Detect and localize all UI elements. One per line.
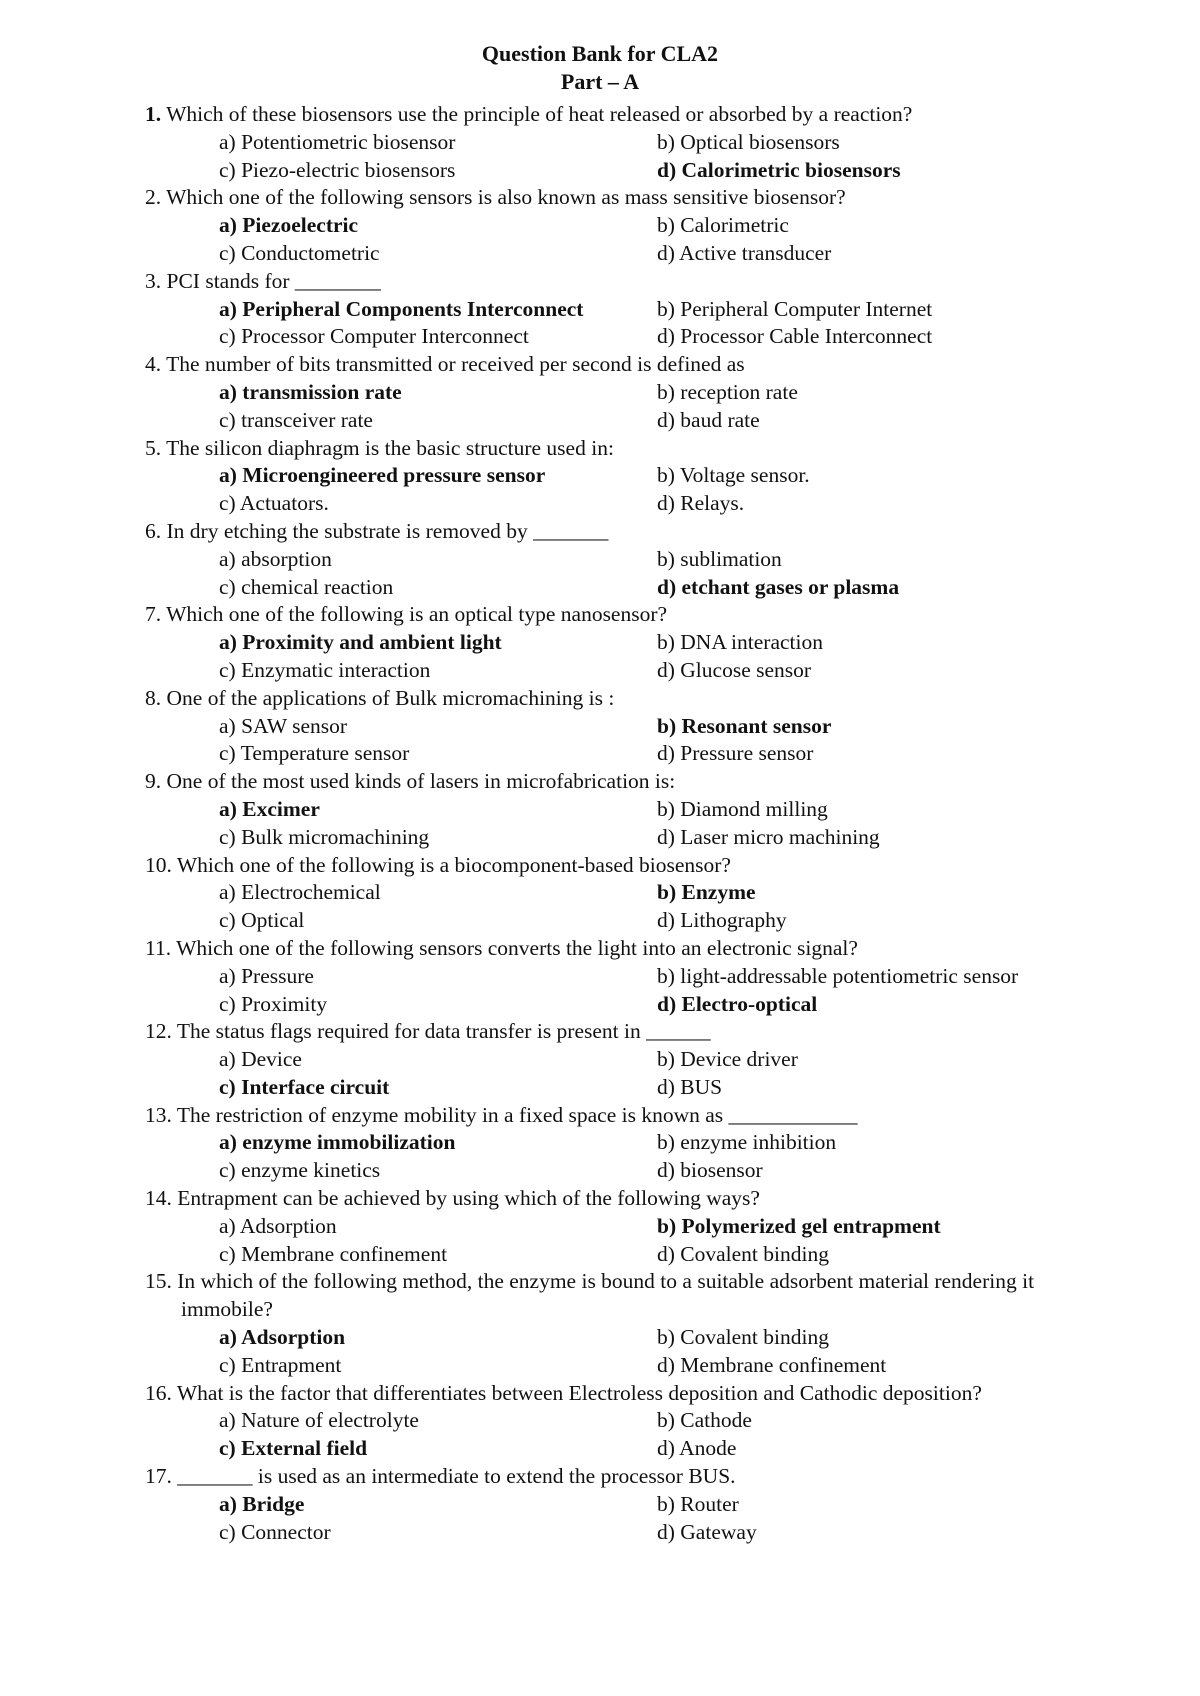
question-stem (145, 768, 1145, 796)
options-row (145, 157, 1145, 185)
question-item (145, 935, 1145, 1018)
options-row (145, 323, 1145, 351)
question-text: Which one of the following sensors is also known as mass sensitive biosensor? (161, 185, 846, 210)
options-row (145, 1407, 1145, 1435)
answer-option: b) enzyme inhibition (657, 1130, 837, 1155)
options-row (145, 240, 1145, 268)
question-text: The number of bits transmitted or received per second is defined as (161, 352, 745, 377)
question-text: Which of these biosensors use the principle of heat released or absorbed by a reaction? (161, 102, 913, 126)
question-stem (145, 351, 1145, 379)
options-row (145, 379, 1145, 407)
question-text: One of the applications of Bulk micromachining is : (161, 685, 615, 710)
question-list (145, 101, 1145, 1546)
question-number: 6. (145, 518, 162, 543)
question-item (145, 1380, 1145, 1463)
question-number: 13. (145, 1102, 172, 1127)
answer-option: c) Temperature sensor (219, 741, 410, 766)
options-row (145, 1157, 1145, 1185)
question-text: Entrapment can be achieved by using which of the following ways? (171, 1186, 760, 1211)
question-number: 10. (145, 852, 172, 877)
question-stem (145, 852, 1145, 880)
answer-option: d) Gateway (657, 1519, 757, 1544)
question-number: 12. (145, 1019, 172, 1044)
question-text: In dry etching the substrate is removed by _______ (161, 518, 609, 543)
question-item (145, 1018, 1145, 1101)
question-item (145, 351, 1145, 434)
answer-option: c) Processor Computer Interconnect (219, 324, 529, 349)
options-row (145, 546, 1145, 574)
question-text: _______ is used as an intermediate to extend the processor BUS. (171, 1464, 736, 1489)
answer-option: c) Piezo-electric biosensors (219, 157, 456, 182)
answer-option: b) Cathode (657, 1408, 752, 1433)
answer-option: b) Voltage sensor. (657, 463, 810, 488)
question-text: The status flags required for data transfer is present in ______ (171, 1019, 711, 1044)
header (0, 40, 1200, 96)
correct-option: b) Resonant sensor (657, 713, 832, 738)
question-number: 15. (145, 1269, 172, 1294)
page-title: Question Bank for CLA2 (481, 41, 719, 66)
answer-option: c) Actuators. (219, 491, 329, 516)
answer-option: d) Anode (657, 1436, 737, 1461)
question-stem (145, 1380, 1045, 1408)
answer-option: c) Optical (219, 908, 305, 933)
question-number: 11. (145, 935, 172, 960)
answer-option: d) biosensor (657, 1158, 763, 1183)
question-text: The restriction of enzyme mobility in a fixed space is known as ____________ (171, 1102, 858, 1127)
question-number: 8. (145, 685, 162, 710)
correct-option: a) Proximity and ambient light (219, 630, 502, 655)
options-row (145, 1491, 1145, 1519)
answer-option: c) Conductometric (219, 240, 380, 265)
correct-option: a) enzyme immobilization (219, 1130, 456, 1155)
question-stem (145, 601, 1145, 629)
answer-option: a) absorption (219, 546, 332, 571)
question-item (145, 268, 1145, 351)
options-row (145, 462, 1145, 490)
question-stem (145, 184, 1145, 212)
options-row (145, 740, 1145, 768)
question-stem (145, 1102, 1145, 1130)
answer-option: c) Connector (219, 1519, 331, 1544)
question-number: 16. (145, 1380, 172, 1405)
answer-option: d) Relays. (657, 491, 745, 516)
correct-option: a) Microengineered pressure sensor (219, 463, 546, 488)
correct-option: b) Polymerized gel entrapment (657, 1213, 941, 1238)
correct-option: b) Enzyme (657, 880, 756, 905)
question-stem (145, 518, 1145, 546)
question-number: 14. (145, 1186, 172, 1211)
options-row (145, 657, 1145, 685)
question-text: Which one of the following is a biocomponent-based biosensor? (171, 852, 731, 877)
question-text: What is the factor that differentiates between Electroless deposition and Cathodic deposition? (171, 1380, 982, 1405)
question-item (145, 768, 1145, 851)
correct-option: a) Piezoelectric (219, 213, 359, 238)
answer-option: b) Device driver (657, 1047, 798, 1072)
question-number: 9. (145, 769, 162, 794)
answer-option: c) Proximity (219, 991, 328, 1016)
answer-option: b) DNA interaction (657, 630, 823, 655)
answer-option: c) chemical reaction (219, 574, 394, 599)
correct-option: a) Excimer (219, 796, 320, 821)
answer-option: a) Device (219, 1047, 302, 1072)
answer-option: c) Bulk micromachining (219, 824, 430, 849)
question-text: One of the most used kinds of lasers in microfabrication is: (161, 769, 676, 794)
answer-option: d) Glucose sensor (657, 657, 812, 682)
answer-option: b) Peripheral Computer Internet (657, 296, 933, 321)
options-row (145, 407, 1145, 435)
options-row (145, 1324, 1145, 1352)
options-row (145, 1241, 1145, 1269)
question-stem (145, 268, 1145, 296)
options-row (145, 490, 1145, 518)
question-item (145, 435, 1145, 518)
question-text: Which one of the following is an optical type nanosensor? (161, 602, 668, 627)
question-stem (145, 685, 1145, 713)
correct-option: d) Calorimetric biosensors (657, 157, 901, 182)
question-stem (145, 101, 1145, 129)
question-item (145, 518, 1145, 601)
options-row (145, 1519, 1145, 1547)
question-item (145, 1102, 1145, 1185)
answer-option: a) Potentiometric biosensor (219, 129, 456, 154)
options-row (145, 129, 1145, 157)
options-row (145, 574, 1145, 602)
question-number: 4. (145, 352, 162, 377)
answer-option: d) Lithography (657, 908, 787, 933)
answer-option: b) Calorimetric (657, 213, 789, 238)
answer-option: d) Pressure sensor (657, 741, 814, 766)
correct-option: a) transmission rate (219, 379, 402, 404)
answer-option: d) Covalent binding (657, 1241, 829, 1266)
answer-option: c) enzyme kinetics (219, 1158, 381, 1183)
answer-option: a) SAW sensor (219, 713, 348, 738)
options-row (145, 1129, 1145, 1157)
options-row (145, 212, 1145, 240)
answer-option: c) transceiver rate (219, 407, 373, 432)
answer-option: b) Optical biosensors (657, 129, 840, 154)
answer-option: c) Membrane confinement (219, 1241, 448, 1266)
question-stem (145, 1185, 1145, 1213)
question-stem (145, 1018, 1145, 1046)
options-row (145, 963, 1145, 991)
correct-option: d) Electro-optical (657, 991, 818, 1016)
answer-option: d) Active transducer (657, 240, 832, 265)
question-number: 5. (145, 435, 162, 460)
options-row (145, 1046, 1145, 1074)
answer-option: a) Electrochemical (219, 880, 381, 905)
correct-option: a) Adsorption (219, 1325, 346, 1350)
answer-option: b) Covalent binding (657, 1325, 829, 1350)
correct-option: c) Interface circuit (219, 1074, 390, 1099)
correct-option: d) etchant gases or plasma (657, 574, 900, 599)
answer-option: b) Diamond milling (657, 796, 828, 821)
answer-option: d) Processor Cable Interconnect (657, 324, 933, 349)
options-row (145, 1074, 1145, 1102)
options-row (145, 907, 1145, 935)
answer-option: d) Laser micro machining (657, 824, 880, 849)
question-stem (145, 435, 1145, 463)
question-text: The silicon diaphragm is the basic structure used in: (161, 435, 614, 460)
question-item (145, 852, 1145, 935)
answer-option: c) Entrapment (219, 1352, 342, 1377)
section-title: Part – A (560, 69, 640, 94)
question-number: 3. (145, 268, 162, 293)
options-row (145, 1213, 1145, 1241)
options-row (145, 824, 1145, 852)
options-row (145, 629, 1145, 657)
options-row (145, 1435, 1145, 1463)
answer-option: b) reception rate (657, 379, 798, 404)
options-row (145, 1352, 1145, 1380)
question-stem (145, 1463, 1145, 1491)
question-item (145, 101, 1145, 184)
question-item (145, 184, 1145, 267)
answer-option: a) Adsorption (219, 1213, 337, 1238)
answer-option: d) Membrane confinement (657, 1352, 887, 1377)
question-number: 1. (145, 102, 162, 126)
correct-option: c) External field (219, 1436, 368, 1461)
correct-option: a) Bridge (219, 1491, 305, 1516)
question-text: Which one of the following sensors converts the light into an electronic signal? (171, 935, 858, 960)
question-number: 2. (145, 185, 162, 210)
question-item (145, 1185, 1145, 1268)
question-number: 17. (145, 1464, 172, 1489)
question-item (145, 1268, 1145, 1379)
question-text: PCI stands for ________ (161, 268, 381, 293)
question-item (145, 601, 1145, 684)
options-row (145, 879, 1145, 907)
answer-option: d) baud rate (657, 407, 760, 432)
answer-option: d) BUS (657, 1074, 723, 1099)
question-stem (145, 1268, 1101, 1324)
options-row (145, 991, 1145, 1019)
answer-option: b) sublimation (657, 546, 782, 571)
question-number: 7. (145, 602, 162, 627)
answer-option: b) Router (657, 1491, 739, 1516)
answer-option: c) Enzymatic interaction (219, 657, 431, 682)
question-text: In which of the following method, the enzyme is bound to a suitable adsorbent material rendering it immobile? (171, 1269, 1035, 1322)
question-item (145, 1463, 1145, 1546)
answer-option: a) Nature of electrolyte (219, 1408, 419, 1433)
question-item (145, 685, 1145, 768)
options-row (145, 713, 1145, 741)
options-row (145, 796, 1145, 824)
correct-option: a) Peripheral Components Interconnect (219, 296, 584, 321)
question-stem (145, 935, 1145, 963)
answer-option: a) Pressure (219, 963, 314, 988)
options-row (145, 296, 1145, 324)
answer-option: b) light-addressable potentiometric sensor (657, 963, 1019, 988)
